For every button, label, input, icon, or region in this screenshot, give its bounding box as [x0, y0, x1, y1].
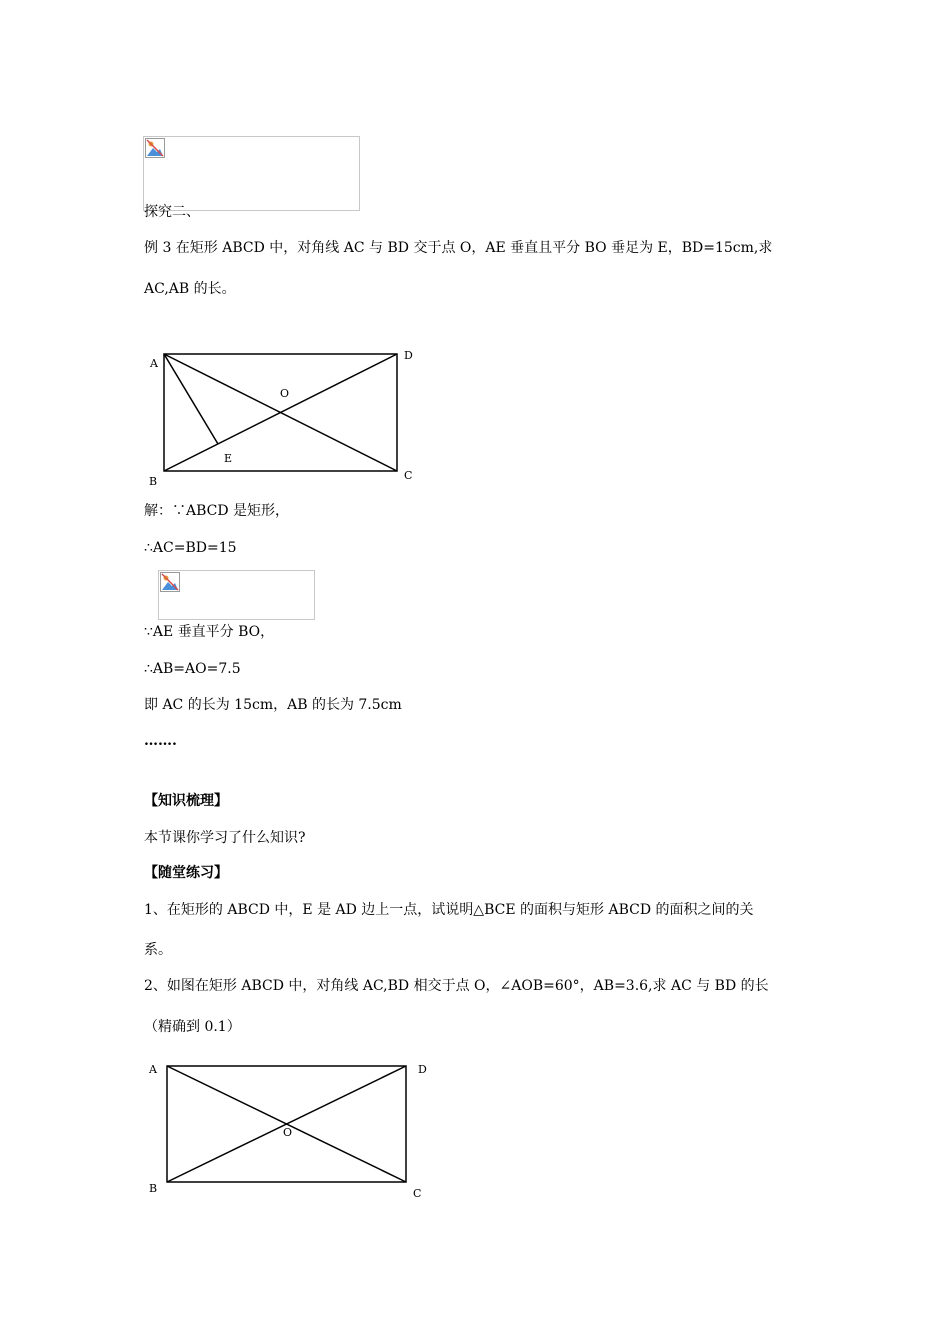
practice-q1-line1: 1、在矩形的 ABCD 中，E 是 AD 边上一点，试说明△BCE 的面积与矩形 ABCD 的面积之间的关 — [144, 902, 754, 918]
example3-line1: 例 3 在矩形 ABCD 中，对角线 AC 与 BD 交于点 O，AE 垂直且平分 BO 垂足为 E，BD=15cm,求 — [144, 240, 773, 256]
solution-line4: ∴AB=AO=7.5 — [144, 661, 241, 677]
explore-heading: 探究二、 — [144, 204, 200, 220]
knowledge-question: 本节课你学习了什么知识? — [144, 830, 306, 846]
broken-image-icon — [145, 138, 165, 158]
solution-line2: ∴AC=BD=15 — [144, 540, 237, 556]
label-c-2: C — [413, 1187, 422, 1200]
label-o-2: O — [283, 1126, 293, 1139]
image-placeholder-1 — [143, 136, 360, 211]
figure-rectangle-abcd-1 — [140, 340, 430, 490]
image-placeholder-2 — [158, 570, 315, 620]
label-b: B — [149, 475, 158, 488]
solution-line1: 解：∵ABCD 是矩形， — [144, 503, 290, 519]
label-d-2: D — [418, 1063, 427, 1076]
practice-q1-line2: 系。 — [144, 942, 172, 958]
practice-q2-line2: （精确到 0.1） — [144, 1019, 241, 1035]
label-a: A — [150, 357, 158, 370]
label-a-2: A — [149, 1063, 157, 1076]
practice-q2-line1: 2、如图在矩形 ABCD 中，对角线 AC,BD 相交于点 O，∠AOB=60°，AB=3.6,求 AC 与 BD 的长 — [144, 978, 769, 994]
label-c: C — [404, 469, 413, 482]
label-o: O — [280, 387, 290, 400]
practice-heading: 【随堂练习】 — [144, 865, 228, 881]
label-d: D — [404, 349, 413, 362]
label-e: E — [224, 452, 233, 465]
example3-line2: AC,AB 的长。 — [144, 281, 236, 297]
solution-line6: ……. — [144, 733, 177, 749]
label-b-2: B — [149, 1182, 158, 1195]
solution-line5: 即 AC 的长为 15cm，AB 的长为 7.5cm — [144, 697, 402, 713]
knowledge-heading: 【知识梳理】 — [144, 793, 228, 809]
solution-line3: ∵AE 垂直平分 BO， — [144, 624, 275, 640]
broken-image-icon — [160, 572, 180, 592]
figure-rectangle-abcd-2 — [140, 1055, 440, 1205]
